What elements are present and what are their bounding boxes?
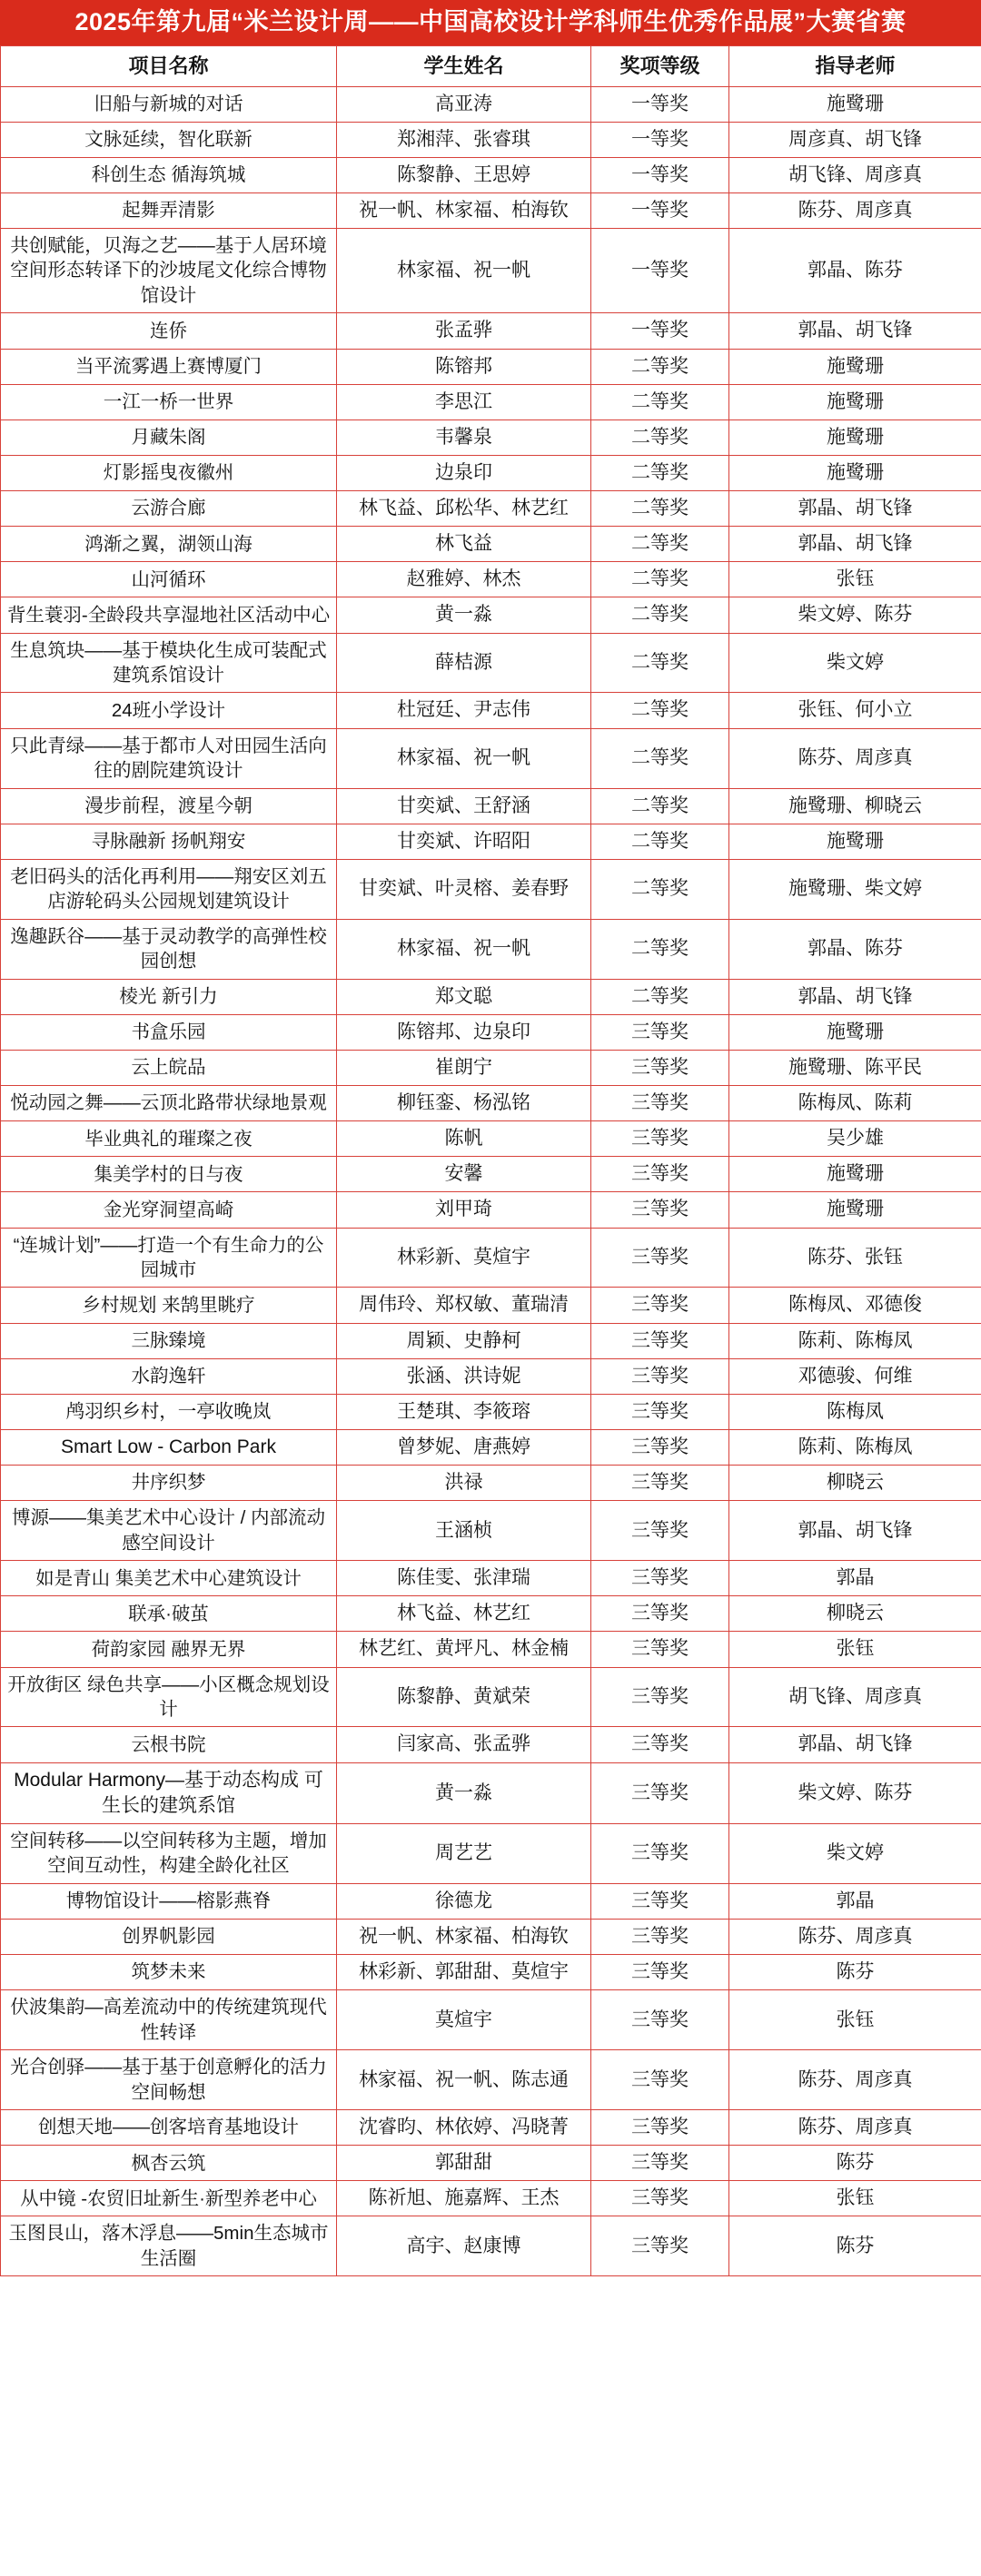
cell-award-level: 三等奖 — [591, 1667, 729, 1727]
cell-award-level: 三等奖 — [591, 2216, 729, 2276]
cell-student-name: 韦馨泉 — [337, 419, 591, 455]
cell-project-name: 旧船与新城的对话 — [1, 86, 337, 122]
cell-project-name: 博源——集美艺术中心设计 / 内部流动感空间设计 — [1, 1501, 337, 1561]
cell-award-level: 二等奖 — [591, 455, 729, 490]
cell-project-name: 枫杏云筑 — [1, 2146, 337, 2181]
cell-student-name: 黄一淼 — [337, 597, 591, 633]
cell-project-name: 筑梦未来 — [1, 1955, 337, 1990]
cell-advisor: 陈莉、陈梅凤 — [729, 1429, 981, 1465]
cell-award-level: 三等奖 — [591, 1121, 729, 1157]
cell-student-name: 祝一帆、林家福、柏海钦 — [337, 192, 591, 228]
cell-advisor: 郭晶 — [729, 1883, 981, 1919]
cell-advisor: 施鹭珊、柴文婷 — [729, 859, 981, 919]
cell-student-name: 陈祈旭、施嘉辉、王杰 — [337, 2181, 591, 2216]
cell-advisor: 张钰、何小立 — [729, 693, 981, 728]
cell-advisor: 郭晶 — [729, 1561, 981, 1596]
table-row — [1, 788, 981, 824]
table-row — [1, 1762, 981, 1823]
cell-advisor: 施鹭珊 — [729, 455, 981, 490]
cell-project-name: 山河循环 — [1, 562, 337, 597]
cell-advisor: 吴少雄 — [729, 1121, 981, 1157]
cell-project-name: 光合创驿——基于基于创意孵化的活力空间畅想 — [1, 2050, 337, 2110]
cell-award-level: 一等奖 — [591, 122, 729, 157]
cell-project-name: 当平流雾遇上赛博厦门 — [1, 349, 337, 384]
cell-award-level: 二等奖 — [591, 728, 729, 788]
cell-student-name: 刘甲琦 — [337, 1192, 591, 1228]
cell-award-level: 二等奖 — [591, 979, 729, 1014]
cell-advisor: 郭晶、胡飞锋 — [729, 527, 981, 562]
cell-advisor: 柴文婷、陈芬 — [729, 1762, 981, 1823]
table-row — [1, 2181, 981, 2216]
cell-project-name: 月藏朱阁 — [1, 419, 337, 455]
cell-student-name: 林飞益、林艺红 — [337, 1596, 591, 1632]
cell-project-name: 空间转移——以空间转移为主题，增加空间互动性，构建全龄化社区 — [1, 1823, 337, 1883]
cell-project-name: 逸趣跃谷——基于灵动教学的高弹性校园创想 — [1, 919, 337, 979]
table-row — [1, 1466, 981, 1501]
cell-award-level: 三等奖 — [591, 1429, 729, 1465]
cell-student-name: 林家福、祝一帆、陈志通 — [337, 2050, 591, 2110]
cell-project-name: 悦动园之舞——云顶北路带状绿地景观 — [1, 1086, 337, 1121]
table-row — [1, 491, 981, 527]
cell-award-level: 二等奖 — [591, 633, 729, 693]
cell-project-name: 井序织梦 — [1, 1466, 337, 1501]
cell-award-level: 一等奖 — [591, 157, 729, 192]
cell-project-name: 三脉臻境 — [1, 1323, 337, 1358]
cell-advisor: 陈芬 — [729, 2146, 981, 2181]
table-row — [1, 597, 981, 633]
cell-student-name: 周颖、史静柯 — [337, 1323, 591, 1358]
cell-award-level: 三等奖 — [591, 1919, 729, 1954]
table-row — [1, 1192, 981, 1228]
cell-advisor: 柴文婷 — [729, 633, 981, 693]
cell-advisor: 施鹭珊 — [729, 1014, 981, 1050]
cell-award-level: 二等奖 — [591, 527, 729, 562]
cell-advisor: 郭晶、陈芬 — [729, 229, 981, 313]
cell-advisor: 胡飞锋、周彦真 — [729, 1667, 981, 1727]
cell-student-name: 安馨 — [337, 1157, 591, 1192]
cell-student-name: 杜冠廷、尹志伟 — [337, 693, 591, 728]
table-row — [1, 1121, 981, 1157]
cell-student-name: 郭甜甜 — [337, 2146, 591, 2181]
table-row — [1, 2110, 981, 2146]
table-row — [1, 1919, 981, 1954]
cell-project-name: 老旧码头的活化再利用——翔安区刘五店游轮码头公园规划建筑设计 — [1, 859, 337, 919]
table-row — [1, 86, 981, 122]
cell-project-name: 连侨 — [1, 313, 337, 349]
cell-student-name: 徐德龙 — [337, 1883, 591, 1919]
cell-project-name: 只此青绿——基于都市人对田园生活向往的剧院建筑设计 — [1, 728, 337, 788]
cell-advisor: 郭晶、胡飞锋 — [729, 1501, 981, 1561]
cell-advisor: 张钰 — [729, 1632, 981, 1667]
table-body — [1, 86, 981, 2276]
cell-student-name: 林家福、祝一帆 — [337, 728, 591, 788]
cell-student-name: 郑湘萍、张睿琪 — [337, 122, 591, 157]
cell-project-name: 文脉延续，智化联新 — [1, 122, 337, 157]
cell-advisor: 郭晶、胡飞锋 — [729, 491, 981, 527]
cell-student-name: 郑文聪 — [337, 979, 591, 1014]
table-row — [1, 1358, 981, 1394]
table-row — [1, 1883, 981, 1919]
cell-student-name: 高亚涛 — [337, 86, 591, 122]
cell-project-name: 起舞弄清影 — [1, 192, 337, 228]
cell-award-level: 三等奖 — [591, 2181, 729, 2216]
cell-advisor: 施鹭珊、陈平民 — [729, 1050, 981, 1085]
table-row — [1, 1990, 981, 2050]
cell-award-level: 二等奖 — [591, 859, 729, 919]
cell-project-name: 生息筑块——基于模块化生成可装配式建筑系馆设计 — [1, 633, 337, 693]
cell-award-level: 三等奖 — [591, 2110, 729, 2146]
table-row — [1, 824, 981, 859]
cell-award-level: 二等奖 — [591, 693, 729, 728]
column-header-award-level: 奖项等级 — [591, 46, 729, 86]
cell-student-name: 甘奕斌、叶灵榕、姜春野 — [337, 859, 591, 919]
cell-advisor: 柳晓云 — [729, 1466, 981, 1501]
table-row — [1, 1157, 981, 1192]
table-row — [1, 1394, 981, 1429]
table-row — [1, 562, 981, 597]
table-row — [1, 192, 981, 228]
cell-project-name: 乡村规划 来鹄里眺疗 — [1, 1288, 337, 1323]
cell-project-name: 伏波集韵—高差流动中的传统建筑现代性转译 — [1, 1990, 337, 2050]
cell-project-name: Smart Low - Carbon Park — [1, 1429, 337, 1465]
cell-project-name: 寻脉融新 扬帆翔安 — [1, 824, 337, 859]
cell-advisor: 陈梅凤 — [729, 1394, 981, 1429]
cell-award-level: 三等奖 — [591, 1192, 729, 1228]
cell-advisor: 郭晶、陈芬 — [729, 919, 981, 979]
table-row — [1, 1086, 981, 1121]
cell-advisor: 施鹭珊 — [729, 419, 981, 455]
cell-student-name: 曾梦妮、唐燕婷 — [337, 1429, 591, 1465]
cell-project-name: 金光穿洞望高崎 — [1, 1192, 337, 1228]
cell-advisor: 施鹭珊 — [729, 384, 981, 419]
cell-project-name: 灯影摇曳夜徽州 — [1, 455, 337, 490]
cell-project-name: 创想天地——创客培育基地设计 — [1, 2110, 337, 2146]
cell-award-level: 二等奖 — [591, 824, 729, 859]
cell-project-name: 联承·破茧 — [1, 1596, 337, 1632]
cell-student-name: 祝一帆、林家福、柏海钦 — [337, 1919, 591, 1954]
cell-student-name: 柳钰銮、杨泓铭 — [337, 1086, 591, 1121]
cell-advisor: 张钰 — [729, 2181, 981, 2216]
cell-project-name: 科创生态 循海筑城 — [1, 157, 337, 192]
cell-award-level: 三等奖 — [591, 1288, 729, 1323]
cell-project-name: 漫步前程，渡星今朝 — [1, 788, 337, 824]
cell-project-name: 24班小学设计 — [1, 693, 337, 728]
cell-project-name: 创界帆影园 — [1, 1919, 337, 1954]
table-row — [1, 2050, 981, 2110]
cell-student-name: 边泉印 — [337, 455, 591, 490]
cell-student-name: 林飞益、邱松华、林艺红 — [337, 491, 591, 527]
cell-award-level: 三等奖 — [591, 1086, 729, 1121]
cell-award-level: 三等奖 — [591, 1596, 729, 1632]
table-row — [1, 349, 981, 384]
cell-advisor: 陈芬、张钰 — [729, 1228, 981, 1288]
cell-advisor: 施鹭珊 — [729, 86, 981, 122]
cell-advisor: 施鹭珊、柳晓云 — [729, 788, 981, 824]
page-title: 2025年第九届“米兰设计周——中国高校设计学科师生优秀作品展”大赛省赛 — [0, 0, 981, 45]
cell-advisor: 柳晓云 — [729, 1596, 981, 1632]
table-row — [1, 122, 981, 157]
cell-student-name: 林飞益 — [337, 527, 591, 562]
cell-award-level: 三等奖 — [591, 1632, 729, 1667]
cell-student-name: 高宇、赵康博 — [337, 2216, 591, 2276]
table-row — [1, 1014, 981, 1050]
cell-student-name: 沈睿昀、林依婷、冯晓菁 — [337, 2110, 591, 2146]
table-row — [1, 1228, 981, 1288]
cell-advisor: 郭晶、胡飞锋 — [729, 1727, 981, 1762]
cell-project-name: 云游合廊 — [1, 491, 337, 527]
cell-advisor: 胡飞锋、周彦真 — [729, 157, 981, 192]
column-header-advisor: 指导老师 — [729, 46, 981, 86]
table-row — [1, 313, 981, 349]
cell-advisor: 郭晶、胡飞锋 — [729, 313, 981, 349]
cell-student-name: 莫煊宇 — [337, 1990, 591, 2050]
cell-project-name: 云根书院 — [1, 1727, 337, 1762]
cell-advisor: 陈芬 — [729, 2216, 981, 2276]
cell-advisor: 陈芬、周彦真 — [729, 728, 981, 788]
cell-award-level: 三等奖 — [591, 1358, 729, 1394]
cell-student-name: 崔朗宁 — [337, 1050, 591, 1085]
table-row — [1, 1288, 981, 1323]
cell-student-name: 陈黎静、王思婷 — [337, 157, 591, 192]
cell-award-level: 三等奖 — [591, 2146, 729, 2181]
cell-student-name: 薛桔源 — [337, 633, 591, 693]
cell-student-name: 林彩新、莫煊宇 — [337, 1228, 591, 1288]
cell-student-name: 陈佳雯、张津瑞 — [337, 1561, 591, 1596]
column-header-project-name: 项目名称 — [1, 46, 337, 86]
cell-advisor: 郭晶、胡飞锋 — [729, 979, 981, 1014]
cell-advisor: 柴文婷、陈芬 — [729, 597, 981, 633]
table-row — [1, 384, 981, 419]
table-row — [1, 229, 981, 313]
cell-project-name: 如是青山 集美艺术中心建筑设计 — [1, 1561, 337, 1596]
cell-student-name: 林家福、祝一帆 — [337, 229, 591, 313]
cell-student-name: 陈黎静、黄斌荣 — [337, 1667, 591, 1727]
cell-student-name: 王涵桢 — [337, 1501, 591, 1561]
cell-award-level: 一等奖 — [591, 192, 729, 228]
cell-advisor: 陈芬、周彦真 — [729, 192, 981, 228]
cell-advisor: 施鹭珊 — [729, 1192, 981, 1228]
cell-award-level: 三等奖 — [591, 1157, 729, 1192]
cell-advisor: 陈梅凤、陈莉 — [729, 1086, 981, 1121]
cell-student-name: 陈镕邦 — [337, 349, 591, 384]
cell-advisor: 施鹭珊 — [729, 824, 981, 859]
table-row — [1, 693, 981, 728]
table-header — [1, 46, 981, 86]
cell-award-level: 三等奖 — [591, 1561, 729, 1596]
cell-advisor: 施鹭珊 — [729, 1157, 981, 1192]
table-row — [1, 1429, 981, 1465]
cell-award-level: 一等奖 — [591, 313, 729, 349]
award-table — [0, 45, 981, 2276]
cell-project-name: 背生蓑羽-全龄段共享湿地社区活动中心 — [1, 597, 337, 633]
cell-project-name: 书盒乐园 — [1, 1014, 337, 1050]
cell-project-name: 鸿渐之翼，湖领山海 — [1, 527, 337, 562]
table-row — [1, 1632, 981, 1667]
cell-award-level: 三等奖 — [591, 1014, 729, 1050]
cell-student-name: 陈镕邦、边泉印 — [337, 1014, 591, 1050]
cell-advisor: 陈芬 — [729, 1955, 981, 1990]
cell-award-level: 三等奖 — [591, 1883, 729, 1919]
cell-project-name: 玉图艮山，落木浮息——5min生态城市生活圈 — [1, 2216, 337, 2276]
cell-award-level: 一等奖 — [591, 86, 729, 122]
table-row — [1, 1501, 981, 1561]
cell-project-name: 水韵逸轩 — [1, 1358, 337, 1394]
cell-student-name: 甘奕斌、许昭阳 — [337, 824, 591, 859]
table-row — [1, 728, 981, 788]
cell-project-name: 博物馆设计——榕影燕脊 — [1, 1883, 337, 1919]
cell-advisor: 邓德骏、何维 — [729, 1358, 981, 1394]
cell-student-name: 赵雅婷、林杰 — [337, 562, 591, 597]
cell-student-name: 黄一淼 — [337, 1762, 591, 1823]
cell-award-level: 三等奖 — [591, 1990, 729, 2050]
cell-student-name: 林家福、祝一帆 — [337, 919, 591, 979]
cell-award-level: 三等奖 — [591, 1823, 729, 1883]
cell-project-name: 一江一桥一世界 — [1, 384, 337, 419]
cell-project-name: 棱光 新引力 — [1, 979, 337, 1014]
cell-student-name: 张涵、洪诗妮 — [337, 1358, 591, 1394]
cell-award-level: 三等奖 — [591, 2050, 729, 2110]
table-row — [1, 1727, 981, 1762]
cell-advisor: 陈芬、周彦真 — [729, 1919, 981, 1954]
table-row — [1, 1323, 981, 1358]
column-header-student-name: 学生姓名 — [337, 46, 591, 86]
table-row — [1, 1596, 981, 1632]
table-row — [1, 919, 981, 979]
cell-advisor: 陈芬、周彦真 — [729, 2050, 981, 2110]
cell-advisor: 陈莉、陈梅凤 — [729, 1323, 981, 1358]
table-row — [1, 1823, 981, 1883]
cell-award-level: 二等奖 — [591, 349, 729, 384]
cell-project-name: 云上皖品 — [1, 1050, 337, 1085]
cell-award-level: 三等奖 — [591, 1762, 729, 1823]
cell-advisor: 施鹭珊 — [729, 349, 981, 384]
cell-award-level: 三等奖 — [591, 1727, 729, 1762]
cell-award-level: 二等奖 — [591, 788, 729, 824]
table-row — [1, 859, 981, 919]
table-row — [1, 1667, 981, 1727]
cell-advisor: 陈芬、周彦真 — [729, 2110, 981, 2146]
cell-student-name: 张孟骅 — [337, 313, 591, 349]
table-row — [1, 2146, 981, 2181]
cell-award-level: 二等奖 — [591, 419, 729, 455]
cell-advisor: 陈梅凤、邓德俊 — [729, 1288, 981, 1323]
cell-award-level: 二等奖 — [591, 384, 729, 419]
table-row — [1, 2216, 981, 2276]
cell-award-level: 三等奖 — [591, 1466, 729, 1501]
cell-project-name: 鸬羽织乡村，一亭收晚岚 — [1, 1394, 337, 1429]
cell-project-name: 从中镜 -农贸旧址新生·新型养老中心 — [1, 2181, 337, 2216]
cell-student-name: 洪禄 — [337, 1466, 591, 1501]
cell-student-name: 林艺红、黄坪凡、林金楠 — [337, 1632, 591, 1667]
cell-student-name: 周艺艺 — [337, 1823, 591, 1883]
cell-award-level: 二等奖 — [591, 562, 729, 597]
cell-student-name: 陈帆 — [337, 1121, 591, 1157]
cell-project-name: “连城计划”——打造一个有生命力的公园城市 — [1, 1228, 337, 1288]
cell-student-name: 李思江 — [337, 384, 591, 419]
cell-student-name: 甘奕斌、王舒涵 — [337, 788, 591, 824]
cell-student-name: 闫家高、张孟骅 — [337, 1727, 591, 1762]
cell-project-name: 集美学村的日与夜 — [1, 1157, 337, 1192]
table-row — [1, 633, 981, 693]
cell-project-name: 荷韵家园 融界无界 — [1, 1632, 337, 1667]
cell-project-name: 共创赋能，贝海之艺——基于人居环境空间形态转译下的沙坡尾文化综合博物馆设计 — [1, 229, 337, 313]
cell-award-level: 三等奖 — [591, 1955, 729, 1990]
cell-advisor: 张钰 — [729, 562, 981, 597]
cell-award-level: 三等奖 — [591, 1228, 729, 1288]
table-row — [1, 1561, 981, 1596]
cell-student-name: 周伟玲、郑权敏、董瑞清 — [337, 1288, 591, 1323]
table-row — [1, 455, 981, 490]
cell-student-name: 王楚琪、李筱瑢 — [337, 1394, 591, 1429]
cell-advisor: 周彦真、胡飞锋 — [729, 122, 981, 157]
cell-award-level: 二等奖 — [591, 491, 729, 527]
cell-award-level: 二等奖 — [591, 597, 729, 633]
cell-award-level: 三等奖 — [591, 1394, 729, 1429]
table-row — [1, 527, 981, 562]
table-row — [1, 979, 981, 1014]
cell-student-name: 林彩新、郭甜甜、莫煊宇 — [337, 1955, 591, 1990]
table-row — [1, 157, 981, 192]
cell-award-level: 三等奖 — [591, 1323, 729, 1358]
table-row — [1, 1955, 981, 1990]
table-row — [1, 419, 981, 455]
table-row — [1, 1050, 981, 1085]
cell-award-level: 三等奖 — [591, 1050, 729, 1085]
cell-project-name: Modular Harmony—基于动态构成 可生长的建筑系馆 — [1, 1762, 337, 1823]
cell-project-name: 开放街区 绿色共享——小区概念规划设计 — [1, 1667, 337, 1727]
cell-advisor: 柴文婷 — [729, 1823, 981, 1883]
cell-award-level: 一等奖 — [591, 229, 729, 313]
cell-advisor: 张钰 — [729, 1990, 981, 2050]
cell-project-name: 毕业典礼的璀璨之夜 — [1, 1121, 337, 1157]
table-header-row — [1, 46, 981, 86]
cell-award-level: 三等奖 — [591, 1501, 729, 1561]
cell-award-level: 二等奖 — [591, 919, 729, 979]
